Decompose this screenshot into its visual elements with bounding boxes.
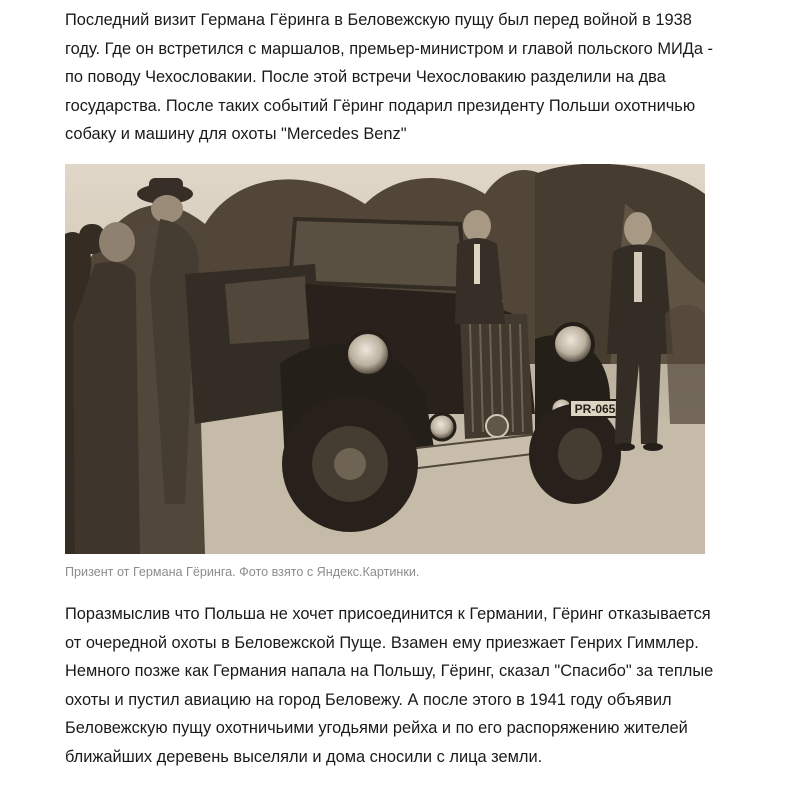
car-photo-illustration: [65, 164, 705, 554]
body-paragraph: Поразмыслив что Польша не хочет присоединится к Германии, Гёринг отказывается от очередной охоты в Беловежской Пуще. Взамен ему приезжает Генрих Гиммлер. Немного позже как Германия напала на Польшу, Гёринг, сказал "Спасибо" за теплые охоты и пустил авиацию на город Беловежу. А после этого в 1941 году объявил Беловежскую пущу охотничьими угодьями рейха и по его распоряжению жителей ближайших деревень выселяли и дома сносили с лица земли.: [65, 605, 714, 766]
intro-paragraph: Последний визит Германа Гёринга в Беловежскую пущу был перед войной в 1938 году. Где он встретился с маршалов, премьер-министром и главой польского МИДа - по поводу Чехословакии. После этой встречи Чехословакию разделили на два государства. После таких событий Гёринг подарил президенту Польши охотничью собаку и машину для охоты "Mercedes Benz": [65, 11, 713, 144]
article-photo: [65, 164, 705, 554]
photo-caption: Призент от Германа Гёринга. Фото взято с Яндекс.Картинки.: [65, 565, 420, 579]
license-plate: PR-065: [574, 402, 616, 416]
